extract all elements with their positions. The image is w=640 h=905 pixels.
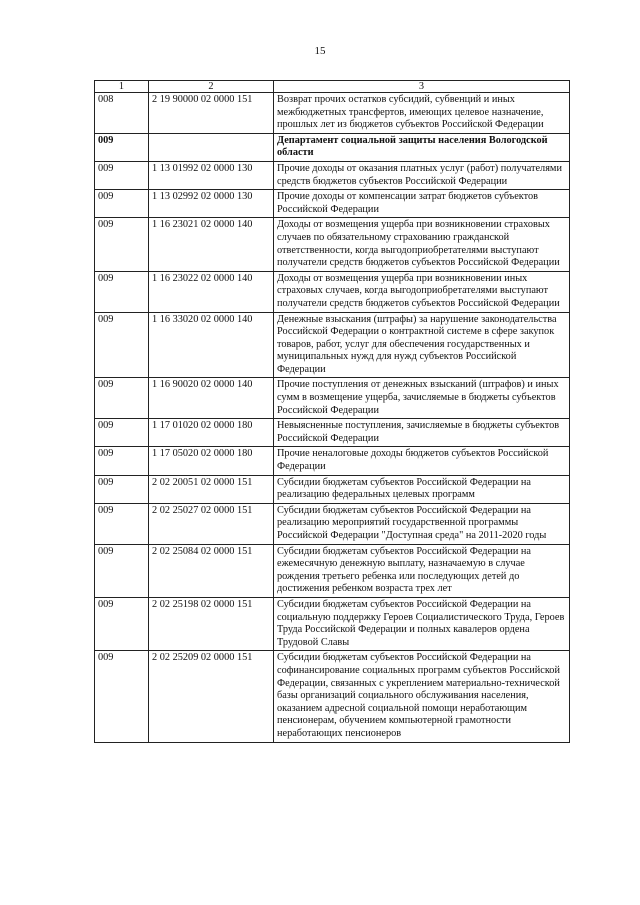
revenue-name-cell: Субсидии бюджетам субъектов Российской Федерации на социальную поддержку Героев Социалистического Труда, Героев Труда Российской Федерации и полных кавалеров ордена Трудовой Славы <box>274 597 570 650</box>
admin-code-cell: 009 <box>95 271 149 312</box>
table-header-row <box>95 81 570 93</box>
budget-code-cell: 1 16 90020 02 0000 140 <box>149 378 274 419</box>
budget-code-cell: 1 16 23022 02 0000 140 <box>149 271 274 312</box>
budget-code-cell: 2 02 25084 02 0000 151 <box>149 544 274 597</box>
table-row <box>95 93 570 134</box>
revenue-name-cell: Прочие доходы от оказания платных услуг (работ) получателями средств бюджетов субъектов Российской Федерации <box>274 161 570 189</box>
budget-code-cell: 1 13 01992 02 0000 130 <box>149 161 274 189</box>
revenue-name-cell: Возврат прочих остатков субсидий, субвенций и иных межбюджетных трансфертов, имеющих целевое назначение, прошлых лет из бюджетов субъектов Российской Федерации <box>274 93 570 134</box>
column-header-2: 2 <box>149 81 274 93</box>
table-row <box>95 475 570 503</box>
table-row <box>95 419 570 447</box>
table-row <box>95 378 570 419</box>
revenue-name-cell: Субсидии бюджетам субъектов Российской Федерации на ежемесячную денежную выплату, назначаемую в случае рождения третьего ребенка или последующих детей до достижения ребенком возраста трех лет <box>274 544 570 597</box>
admin-code-cell: 009 <box>95 312 149 378</box>
budget-classification-table <box>94 80 570 743</box>
budget-code-cell: 1 16 33020 02 0000 140 <box>149 312 274 378</box>
admin-code-cell: 009 <box>95 503 149 544</box>
table-row <box>95 218 570 271</box>
admin-code-cell: 009 <box>95 419 149 447</box>
budget-code-cell: 2 02 20051 02 0000 151 <box>149 475 274 503</box>
budget-code-cell: 2 02 25027 02 0000 151 <box>149 503 274 544</box>
column-header-3: 3 <box>274 81 570 93</box>
revenue-name-cell: Департамент социальной защиты населения Вологодской области <box>274 133 570 161</box>
budget-code-cell: 1 16 23021 02 0000 140 <box>149 218 274 271</box>
admin-code-cell: 009 <box>95 378 149 419</box>
revenue-name-cell: Невыясненные поступления, зачисляемые в бюджеты субъектов Российской Федерации <box>274 419 570 447</box>
budget-code-cell: 1 13 02992 02 0000 130 <box>149 190 274 218</box>
table-row <box>95 597 570 650</box>
revenue-name-cell: Доходы от возмещения ущерба при возникновении иных страховых случаев, когда выгодоприобретателями выступают получатели средств бюджетов субъектов Российской Федерации <box>274 271 570 312</box>
revenue-name-cell: Субсидии бюджетам субъектов Российской Федерации на софинансирование социальных программ субъектов Российской Федерации, связанных с укреплением материально-технической базы организаций социального обслуживания населения, оказанием адресной социальной помощи неработающим пенсионерам, обучением компьютерной грамотности неработающих пенсионеров <box>274 651 570 742</box>
budget-code-cell <box>149 133 274 161</box>
budget-code-cell: 2 02 25198 02 0000 151 <box>149 597 274 650</box>
admin-code-cell: 009 <box>95 544 149 597</box>
column-header-1: 1 <box>95 81 149 93</box>
table-row <box>95 190 570 218</box>
revenue-name-cell: Прочие поступления от денежных взысканий (штрафов) и иных сумм в возмещение ущерба, зачисляемые в бюджеты субъектов Российской Федерации <box>274 378 570 419</box>
revenue-name-cell: Денежные взыскания (штрафы) за нарушение законодательства Российской Федерации о контрактной системе в сфере закупок товаров, работ, услуг для обеспечения государственных и муниципальных нужд для нужд субъектов Российской Федерации <box>274 312 570 378</box>
table-row <box>95 503 570 544</box>
revenue-name-cell: Прочие неналоговые доходы бюджетов субъектов Российской Федерации <box>274 447 570 475</box>
budget-code-cell: 2 02 25209 02 0000 151 <box>149 651 274 742</box>
table-row <box>95 271 570 312</box>
table-row <box>95 651 570 742</box>
admin-code-cell: 009 <box>95 475 149 503</box>
revenue-name-cell: Доходы от возмещения ущерба при возникновении страховых случаев по обязательному страхованию гражданской ответственности, когда выгодоприобретателями выступают получатели средств бюджетов субъектов Российской Федерации <box>274 218 570 271</box>
budget-code-cell: 1 17 05020 02 0000 180 <box>149 447 274 475</box>
table-row-department <box>95 133 570 161</box>
admin-code-cell: 009 <box>95 597 149 650</box>
revenue-name-cell: Прочие доходы от компенсации затрат бюджетов субъектов Российской Федерации <box>274 190 570 218</box>
admin-code-cell: 009 <box>95 651 149 742</box>
admin-code-cell: 009 <box>95 190 149 218</box>
budget-code-cell: 1 17 01020 02 0000 180 <box>149 419 274 447</box>
table-row <box>95 447 570 475</box>
table-row <box>95 312 570 378</box>
revenue-name-cell: Субсидии бюджетам субъектов Российской Федерации на реализацию федеральных целевых программ <box>274 475 570 503</box>
revenue-name-cell: Субсидии бюджетам субъектов Российской Федерации на реализацию мероприятий государственной программы Российской Федерации "Доступная среда" на 2011-2020 годы <box>274 503 570 544</box>
admin-code-cell: 009 <box>95 447 149 475</box>
admin-code-cell: 009 <box>95 218 149 271</box>
admin-code-cell: 009 <box>95 133 149 161</box>
table-row <box>95 161 570 189</box>
page-number: 15 <box>314 45 326 57</box>
admin-code-cell: 009 <box>95 161 149 189</box>
admin-code-cell: 008 <box>95 93 149 134</box>
table-row <box>95 544 570 597</box>
budget-code-cell: 2 19 90000 02 0000 151 <box>149 93 274 134</box>
